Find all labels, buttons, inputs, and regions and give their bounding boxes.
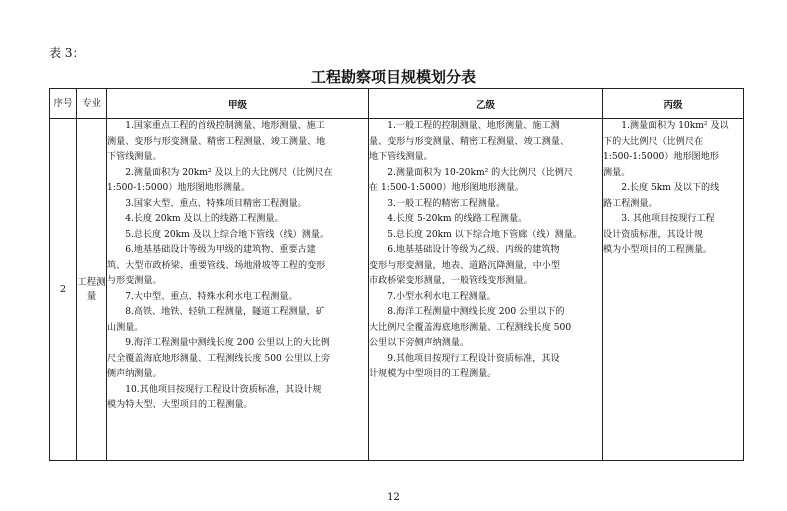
row-major — [77, 119, 107, 461]
cell-text-line: 4.长度 20km 及以上的线路工程测量。 — [107, 214, 284, 224]
cell-text-line: 2.长度 5km 及以下的线 — [603, 183, 720, 193]
table-row — [50, 119, 744, 461]
scale-classification-table — [49, 88, 744, 461]
header-major-text: 专业 — [81, 98, 101, 109]
cell-text-line: 下的大比例尺（比例尺在 — [603, 136, 704, 147]
cell-text-line: 测量。 — [603, 167, 631, 178]
cell-text-line: 1:500-1:5000）地形图地形测量。 — [107, 183, 251, 193]
cell-text-line: 5.总长度 20km 以下综合地下管廊（线）测量。 — [369, 229, 582, 240]
cell-text-line: 模为特大型、大型项目的工程测量。 — [107, 400, 253, 410]
header-grade-c: 丙级 — [603, 89, 744, 119]
cell-text-line: 8.高铁、地铁、轻轨工程测量，隧道工程测量，矿 — [107, 307, 325, 317]
cell-text-line: 变形与形变测量，地表、道路沉降测量，中小型 — [369, 260, 560, 271]
cell-text-line: 公里以下旁侧声纳测量。 — [369, 338, 470, 348]
grade-b-cell — [369, 119, 603, 461]
cell-text-line: 7.大中型、重点、特殊水利水电工程测量。 — [107, 291, 298, 302]
page-number: 12 — [387, 492, 400, 503]
cell-text-line: 8.海洋工程测量中测线长度 200 公里以下的 — [369, 307, 565, 317]
cell-text-line: 2.测量面积为 20km² 及以上的大比例尺（比例尺在 — [107, 167, 333, 178]
cell-text-line: 1:500-1:5000）地形图地形 — [603, 152, 719, 162]
cell-text-line: 4.长度 5-20km 的线路工程测量。 — [369, 214, 528, 224]
cell-text-line: 测量、变形与形变测量、精密工程测量、竣工测量、地 — [107, 136, 326, 147]
cell-text-line: 7.小型水利水电工程测量。 — [369, 291, 496, 302]
table-caption: 表 3： — [49, 46, 85, 60]
cell-text-line: 路工程测量。 — [603, 198, 658, 209]
cell-text-line: 1.国家重点工程的首级控制测量、地形测量、施工 — [107, 121, 325, 131]
cell-text-line: 大比例尺全覆盖海底地形测量、工程测线长度 500 — [369, 322, 572, 333]
cell-text-line: 与形变测量。 — [107, 276, 162, 286]
cell-text-line: 计规模为中型项目的工程测量。 — [369, 369, 497, 379]
cell-text-line: 3. 其他项目按现行工程 — [603, 214, 715, 224]
table-title: 工程勘察项目规模划分表 — [310, 68, 476, 86]
cell-text-line: 侧声纳测量。 — [107, 369, 162, 379]
header-grade-b: 乙级 — [369, 89, 603, 119]
cell-text-line: 9.海洋工程测量中测线长度 200 公里以上的大比例 — [107, 338, 330, 348]
grade-c-cell — [603, 119, 744, 461]
cell-text-line: 地下管线测量。 — [369, 152, 433, 162]
cell-text-line: 1.测量面积为 10km² 及以 — [603, 121, 729, 131]
cell-text-line: 6.地基基础设计等级为乙级、丙级的建筑物 — [369, 245, 560, 255]
row-number: 2 — [50, 119, 77, 461]
cell-text-line: 1.一般工程的控制测量、地形测量、施工测 — [369, 121, 560, 131]
cell-text-line: 5.总长度 20km 及以上综合地下管线（线）测量。 — [107, 229, 330, 240]
cell-text-line: 9.其他项目按现行工程设计资质标准，其设 — [369, 353, 560, 364]
cell-text-line: 3.国家大型、重点、特殊项目精密工程测量。 — [107, 198, 307, 209]
cell-text-line: 10.其他项目按现行工程设计资质标准，其设计规 — [107, 384, 322, 395]
header-row — [50, 89, 744, 119]
cell-text-line: 尺全覆盖海底地形测量、工程测线长度 500 公里以上旁 — [107, 353, 331, 364]
cell-text-line: 量、变形与形变测量、精密工程测量、竣工测量、 — [369, 136, 570, 147]
grade-a-cell — [107, 119, 369, 461]
cell-text-line: 筑、大型市政桥梁、重要管线、场地滑坡等工程的变形 — [107, 260, 326, 271]
row-major-text: 工程测量 — [77, 276, 106, 302]
cell-text-line: 在 1:500-1:5000）地形图地形测量。 — [369, 183, 525, 193]
header-major — [77, 89, 107, 119]
cell-text-line: 2.测量面积为 10-20km² 的大比例尺（比例尺 — [369, 167, 573, 178]
header-seq-text: 序号 — [53, 98, 73, 109]
header-grade-a: 甲级 — [107, 89, 369, 119]
cell-text-line: 模为小型项目的工程测量。 — [603, 245, 713, 255]
cell-text-line: 下管线测量。 — [107, 152, 162, 162]
cell-text-line: 6.地基基础设计等级为甲级的建筑物、重要古建 — [107, 245, 316, 255]
cell-text-line: 设计资质标准，其设计规 — [603, 229, 704, 240]
cell-text-line: 山测量。 — [107, 322, 144, 333]
header-seq — [50, 89, 77, 119]
cell-text-line: 市政桥梁变形测量，一般管线变形测量。 — [369, 276, 533, 286]
cell-text-line: 3.一般工程的精密工程测量。 — [369, 198, 505, 209]
